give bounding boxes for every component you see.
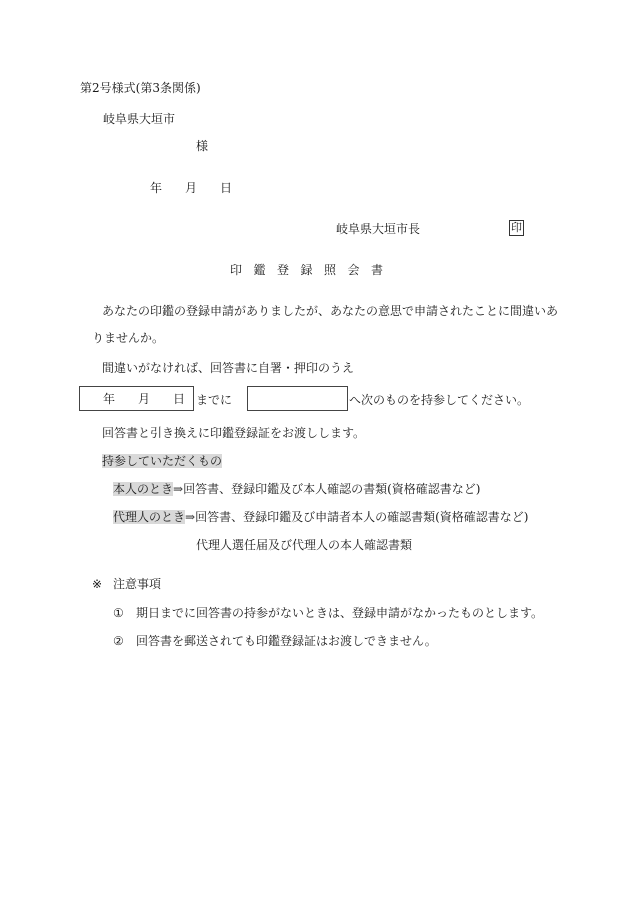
note-item-1-text: 期日までに回答書の持参がないときは、登録申請がなかったものとします。 — [136, 606, 544, 620]
agent-case-label: 代理人のとき — [113, 510, 186, 524]
date-year: 年 — [150, 181, 163, 195]
self-case-line — [113, 481, 480, 497]
document-title: 印鑑登録照会書 — [230, 263, 395, 277]
until-text: までに — [196, 393, 233, 407]
form-number: 第2号様式(第3条関係) — [80, 81, 201, 95]
date-month: 月 — [185, 181, 198, 195]
items-heading-label: 持参していただくもの — [102, 454, 223, 468]
body-paragraph-line1: あなたの印鑑の登録申請がありましたが、あなたの意思で申請されたことに間違いあ — [102, 304, 559, 318]
deadline-date-box[interactable] — [79, 386, 194, 411]
recipient-honorific: 様 — [196, 139, 209, 153]
bring-instruction: へ次のものを持参してください。 — [349, 393, 530, 407]
issuer-title: 岐阜県大垣市長 — [336, 222, 421, 236]
date-day: 日 — [220, 181, 233, 195]
items-heading — [102, 453, 222, 469]
note-item-2-text: 回答書を郵送されても印鑑登録証はお渡しできません。 — [136, 634, 437, 648]
body-paragraph-line2: りませんか。 — [92, 331, 165, 345]
deadline-month: 月 — [138, 392, 151, 406]
self-case-items: ⇒回答書、登録印鑑及び本人確認の書類(資格確認書など) — [173, 482, 481, 496]
notes-heading: 注意事項 — [113, 577, 162, 591]
deadline-year: 年 — [103, 392, 116, 406]
agent-case-items-continued: 代理人選任届及び代理人の本人確認書類 — [196, 538, 413, 552]
self-case-label: 本人のとき — [113, 482, 174, 496]
instruction-text: 間違いがなければ、回答書に自署・押印のうえ — [102, 361, 355, 375]
seal-mark: 印 — [511, 221, 522, 234]
note-item-1-number: ① — [113, 606, 124, 620]
agent-case-items: ⇒回答書、登録印鑑及び申請者本人の確認書類(資格確認書など) — [185, 510, 529, 524]
notes-mark: ※ — [92, 577, 103, 591]
exchange-text: 回答書と引き換えに印鑑登録証をお渡しします。 — [102, 426, 366, 440]
place-box[interactable] — [247, 386, 348, 411]
note-item-2-number: ② — [113, 634, 124, 648]
deadline-day: 日 — [173, 392, 186, 406]
recipient-city: 岐阜県大垣市 — [103, 112, 176, 126]
agent-case-line — [113, 509, 528, 525]
